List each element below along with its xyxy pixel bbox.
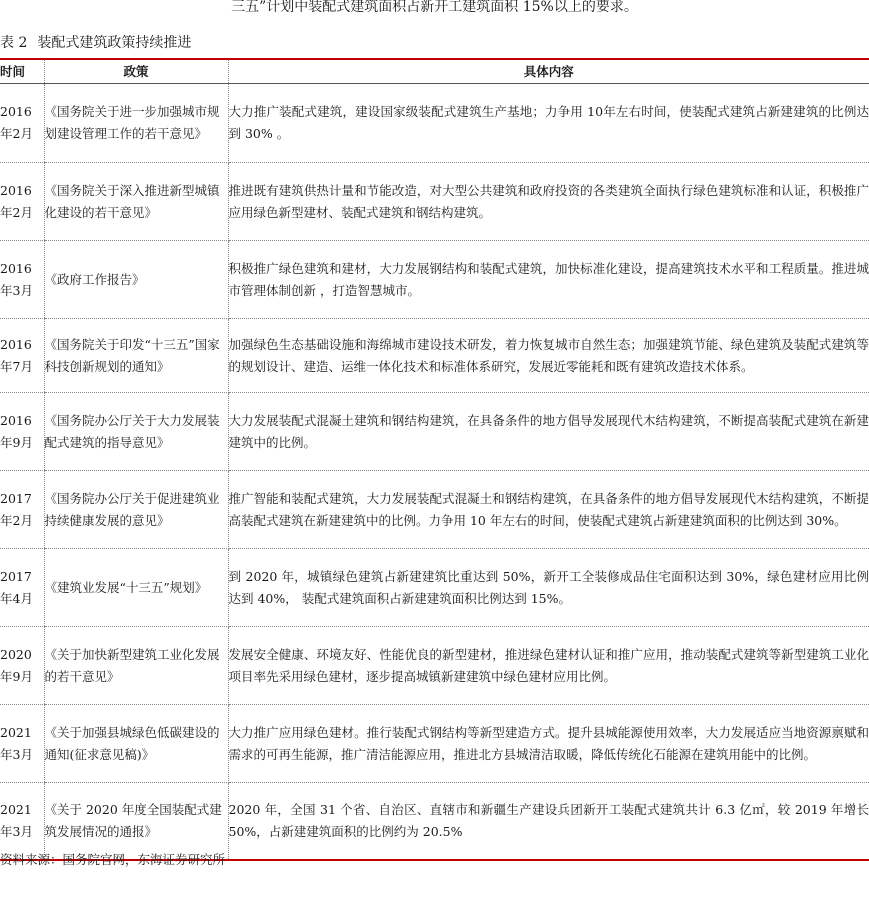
row-time: 2016年2月 <box>0 163 44 241</box>
row-time: 2016年9月 <box>0 393 44 471</box>
table-header-row <box>0 59 869 84</box>
source-note: 资料来源：国务院官网，东海证券研究所 <box>0 852 226 867</box>
table-caption <box>0 33 191 53</box>
row-policy: 《建筑业发展“十三五”规划》 <box>44 549 228 627</box>
row-policy: 《国务院关于进一步加强城市规划建设管理工作的若干意见》 <box>44 84 228 163</box>
table-row <box>0 705 869 783</box>
header-content: 具体内容 <box>228 59 869 84</box>
row-policy: 《国务院办公厅关于大力发展装配式建筑的指导意见》 <box>44 393 228 471</box>
table-row <box>0 783 869 860</box>
table-row <box>0 549 869 627</box>
row-content: 推广智能和装配式建筑，大力发展装配式混凝土和钢结构建筑，在具备条件的地方倡导发展现代木结构建筑，不断提高装配式建筑在新建建筑中的比例。力争用 10 年左右的时间，使装配式建筑占新建建筑面积的比例达到 30%。 <box>228 471 869 549</box>
row-content: 2020 年，全国 31 个省、自治区、直辖市和新疆生产建设兵团新开工装配式建筑共计 6.3 亿㎡，较 2019 年增长 50%，占新建建筑面积的比例约为 20.5% <box>228 783 869 860</box>
row-policy: 《关于 2020 年度全国装配式建筑发展情况的通报》 <box>44 783 228 860</box>
table-row <box>0 319 869 393</box>
row-policy: 《政府工作报告》 <box>44 241 228 319</box>
table-row <box>0 393 869 471</box>
row-time: 2016年7月 <box>0 319 44 393</box>
table-caption-number: 表 2 <box>0 35 28 51</box>
row-policy: 《关于加强县城绿色低碳建设的通知(征求意见稿)》 <box>44 705 228 783</box>
row-content: 加强绿色生态基础设施和海绵城市建设技术研发，着力恢复城市自然生态；加强建筑节能、绿色建筑及装配式建筑等的规划设计、建造、运维一体化技术和标准体系研究，发展近零能耗和既有建筑改造技术体系。 <box>228 319 869 393</box>
table-row <box>0 471 869 549</box>
row-time: 2016年2月 <box>0 84 44 163</box>
row-time: 2017年2月 <box>0 471 44 549</box>
table-row <box>0 241 869 319</box>
table-caption-title: 装配式建筑政策持续推进 <box>37 35 192 51</box>
row-time: 2016年3月 <box>0 241 44 319</box>
row-content: 积极推广绿色建筑和建材，大力发展钢结构和装配式建筑，加快标准化建设，提高建筑技术水平和工程质量。推进城市管理体制创新 ，打造智慧城市。 <box>228 241 869 319</box>
row-time: 2021年3月 <box>0 705 44 783</box>
row-content: 大力发展装配式混凝土建筑和钢结构建筑，在具备条件的地方倡导发展现代木结构建筑，不断提高装配式建筑在新建建筑中的比例。 <box>228 393 869 471</box>
row-time: 2020年9月 <box>0 627 44 705</box>
header-policy: 政策 <box>44 59 228 84</box>
row-content: 大力推广装配式建筑，建设国家级装配式建筑生产基地；力争用 10年左右时间，使装配式建筑占新建建筑的比例达到 30% 。 <box>228 84 869 163</box>
row-time: 2017年4月 <box>0 549 44 627</box>
row-policy: 《国务院关于深入推进新型城镇化建设的若干意见》 <box>44 163 228 241</box>
row-policy: 《国务院办公厅关于促进建筑业持续健康发展的意见》 <box>44 471 228 549</box>
table-row <box>0 627 869 705</box>
row-content: 大力推广应用绿色建材。推行装配式钢结构等新型建造方式。提升县城能源使用效率，大力发展适应当地资源禀赋和需求的可再生能源，推广清洁能源应用，推进北方县城清洁取暖，降低传统化石能源在建筑用能中的比例。 <box>228 705 869 783</box>
row-content: 推进既有建筑供热计量和节能改造，对大型公共建筑和政府投资的各类建筑全面执行绿色建筑标准和认证，积极推广应用绿色新型建材、装配式建筑和钢结构建筑。 <box>228 163 869 241</box>
table-row <box>0 84 869 163</box>
row-content: 到 2020 年，城镇绿色建筑占新建建筑比重达到 50%，新开工全装修成品住宅面积达到 30%，绿色建材应用比例达到 40%， 装配式建筑面积占新建建筑面积比例达到 15%。 <box>228 549 869 627</box>
table-row <box>0 163 869 241</box>
policy-table <box>0 58 869 861</box>
row-policy: 《国务院关于印发“十三五”国家科技创新规划的通知》 <box>44 319 228 393</box>
row-content: 发展安全健康、环境友好、性能优良的新型建材，推进绿色建材认证和推广应用，推动装配式建筑等新型建筑工业化项目率先采用绿色建材，逐步提高城镇新建建筑中绿色建材应用比例。 <box>228 627 869 705</box>
intro-text: 三五”计划中装配式建筑面积占新开工建筑面积 15%以上的要求。 <box>231 0 638 15</box>
row-policy: 《关于加快新型建筑工业化发展的若干意见》 <box>44 627 228 705</box>
header-time: 时间 <box>0 59 44 84</box>
row-time: 2021年3月 <box>0 783 44 860</box>
